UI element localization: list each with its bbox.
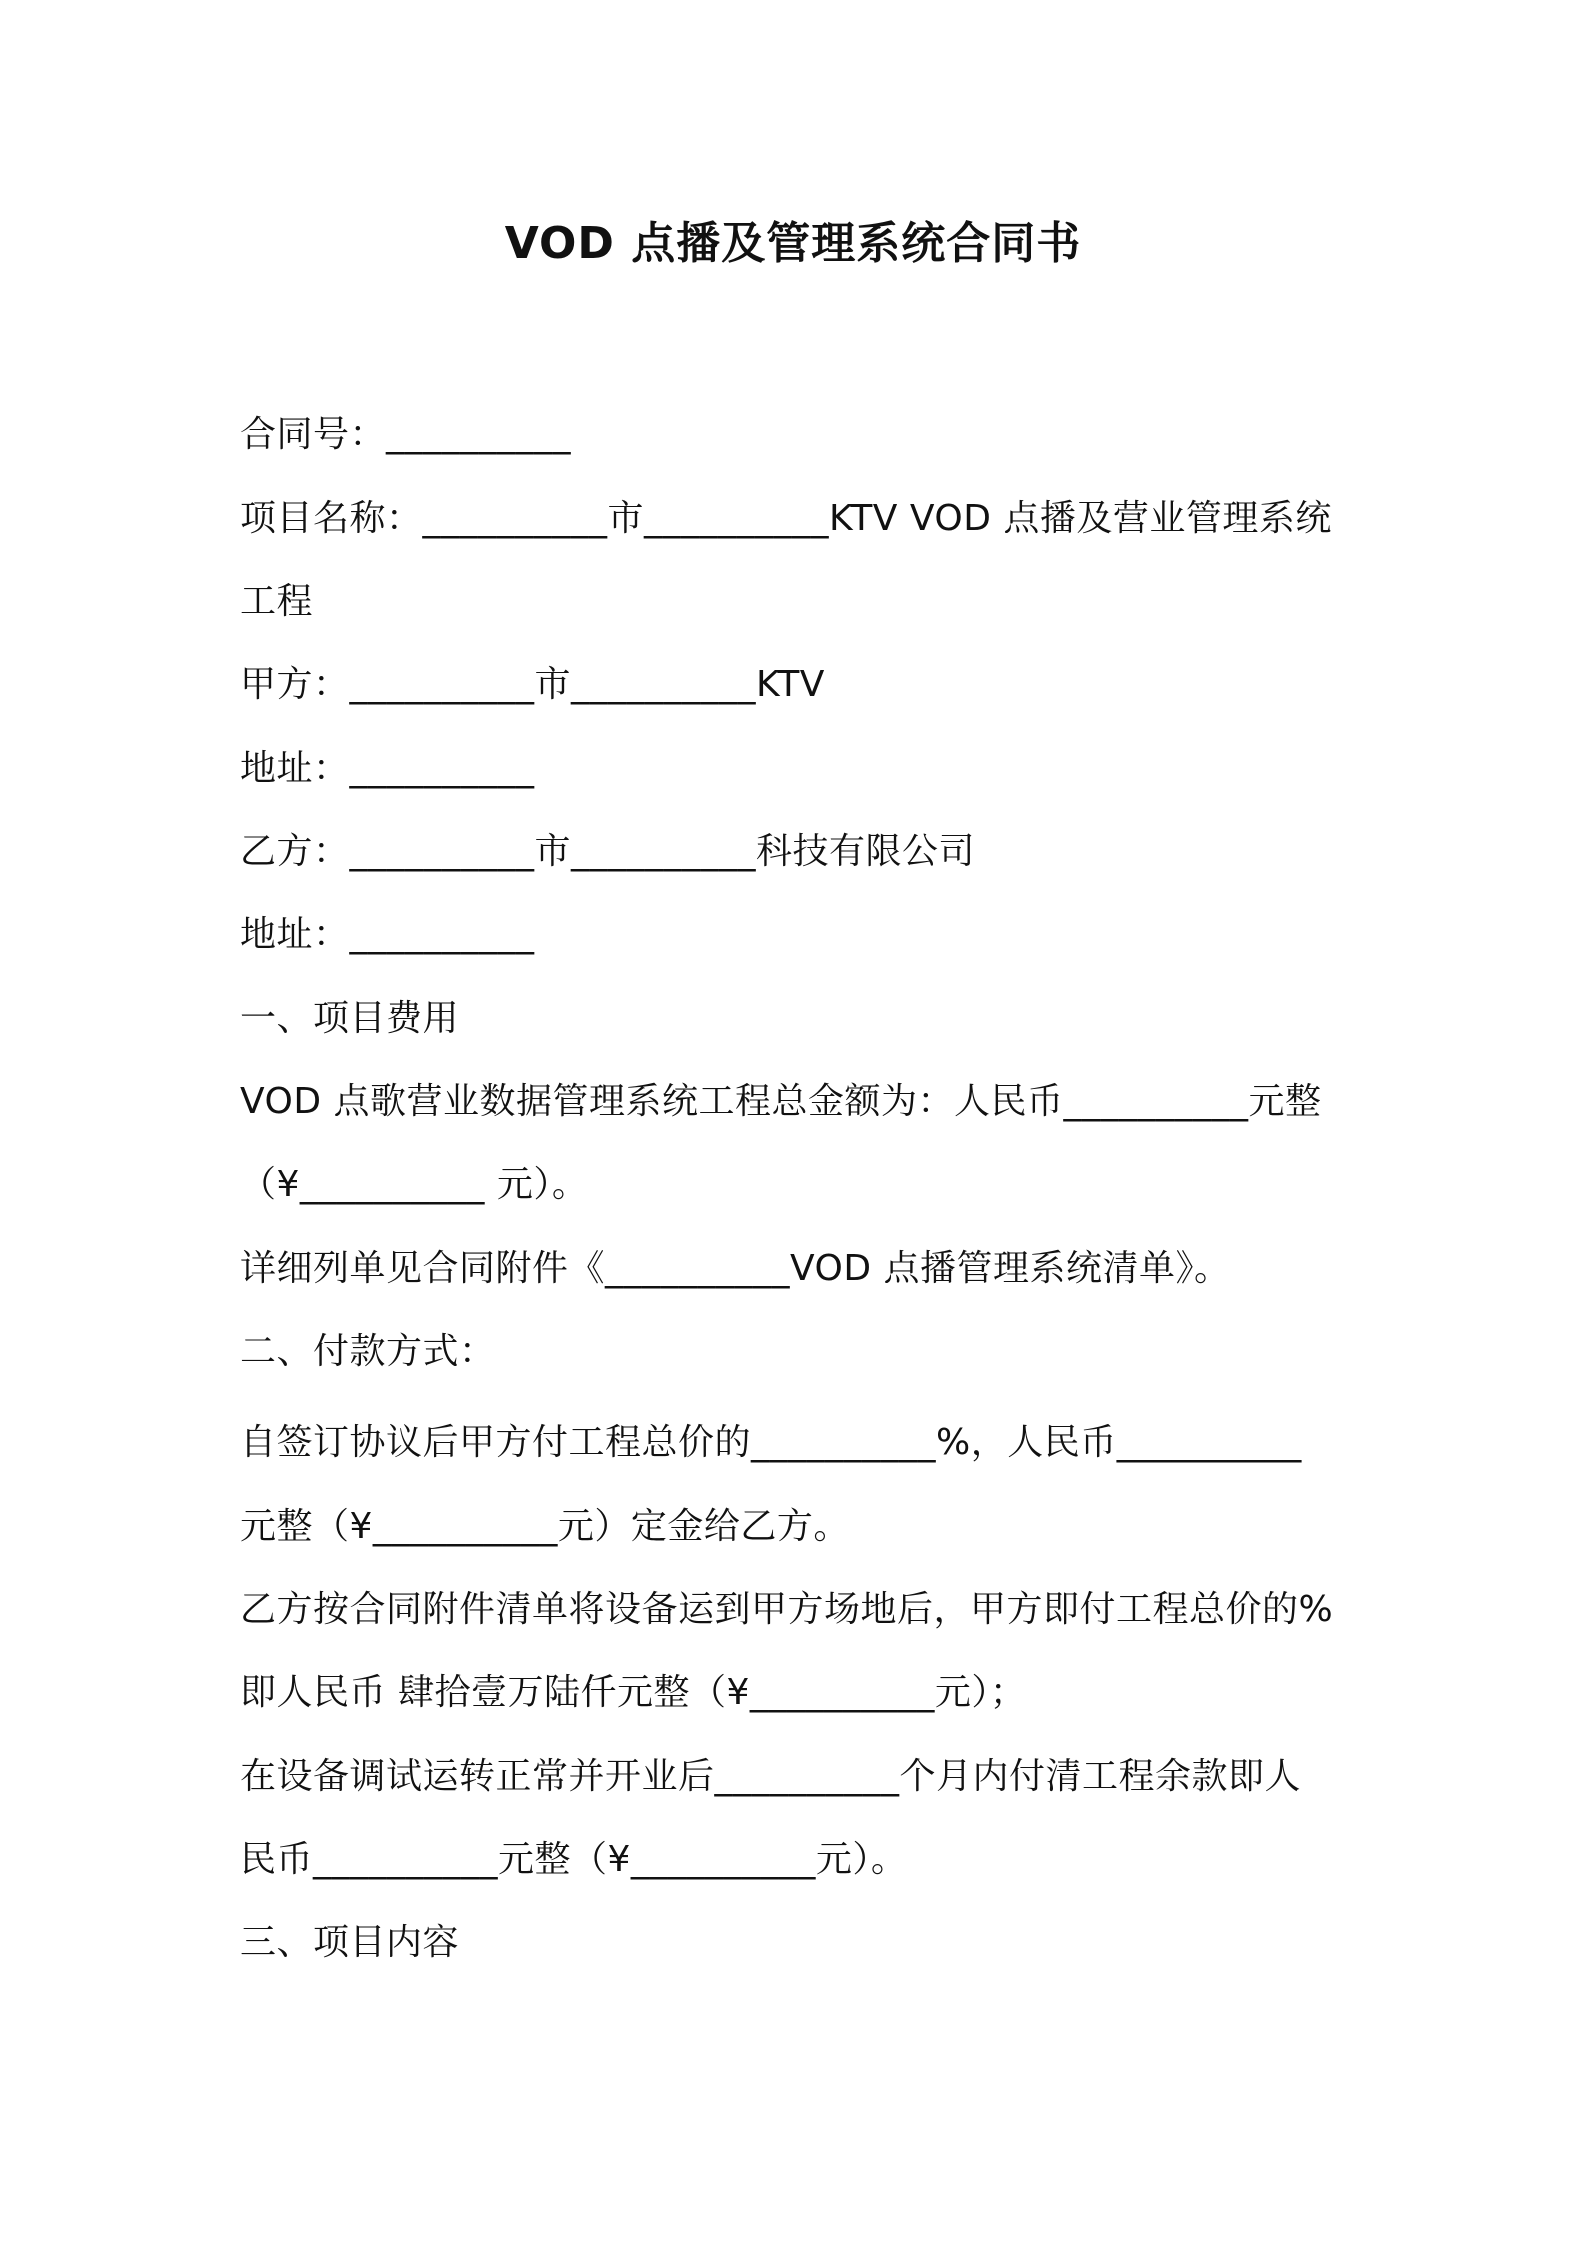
- attachment-reference-line: 详细列单见合同附件《__________VOD 点播管理系统清单》。: [240, 1248, 1231, 1289]
- document-title: VOD 点播及管理系统合同书: [504, 218, 1082, 269]
- party-b-line: 乙方：__________市__________科技有限公司: [240, 831, 976, 872]
- total-amount-yuan-line: （¥__________ 元）。: [240, 1164, 589, 1205]
- section-heading-project-content: 三、项目内容: [240, 1922, 460, 1963]
- section-heading-payment: 二、付款方式：: [240, 1331, 496, 1372]
- payment-deposit-continuation: 元整（¥__________元）定金给乙方。: [240, 1506, 850, 1547]
- project-name-continuation: 工程: [240, 581, 314, 622]
- project-name-line: 项目名称：__________市__________KTV VOD 点播及营业管理系统: [240, 498, 1332, 539]
- total-amount-line: VOD 点歌营业数据管理系统工程总金额为：人民币__________元整: [240, 1081, 1322, 1122]
- payment-balance-line: 在设备调试运转正常并开业后__________个月内付清工程余款即人: [240, 1756, 1302, 1797]
- party-a-address-line: 地址：__________: [240, 748, 535, 789]
- contract-number-line: 合同号：__________: [240, 414, 572, 455]
- party-b-address-line: 地址：__________: [240, 914, 535, 955]
- section-heading-project-cost: 一、项目费用: [240, 998, 460, 1039]
- party-a-line: 甲方：__________市__________KTV: [240, 664, 825, 705]
- payment-delivery-line: 乙方按合同附件清单将设备运到甲方场地后，甲方即付工程总价的%: [240, 1589, 1334, 1630]
- payment-delivery-continuation: 即人民币 肆拾壹万陆仟元整（¥__________元）；: [240, 1672, 1027, 1713]
- payment-deposit-line: 自签订协议后甲方付工程总价的__________%，人民币__________: [240, 1422, 1302, 1463]
- payment-balance-continuation: 民币__________元整（¥__________元）。: [240, 1839, 908, 1880]
